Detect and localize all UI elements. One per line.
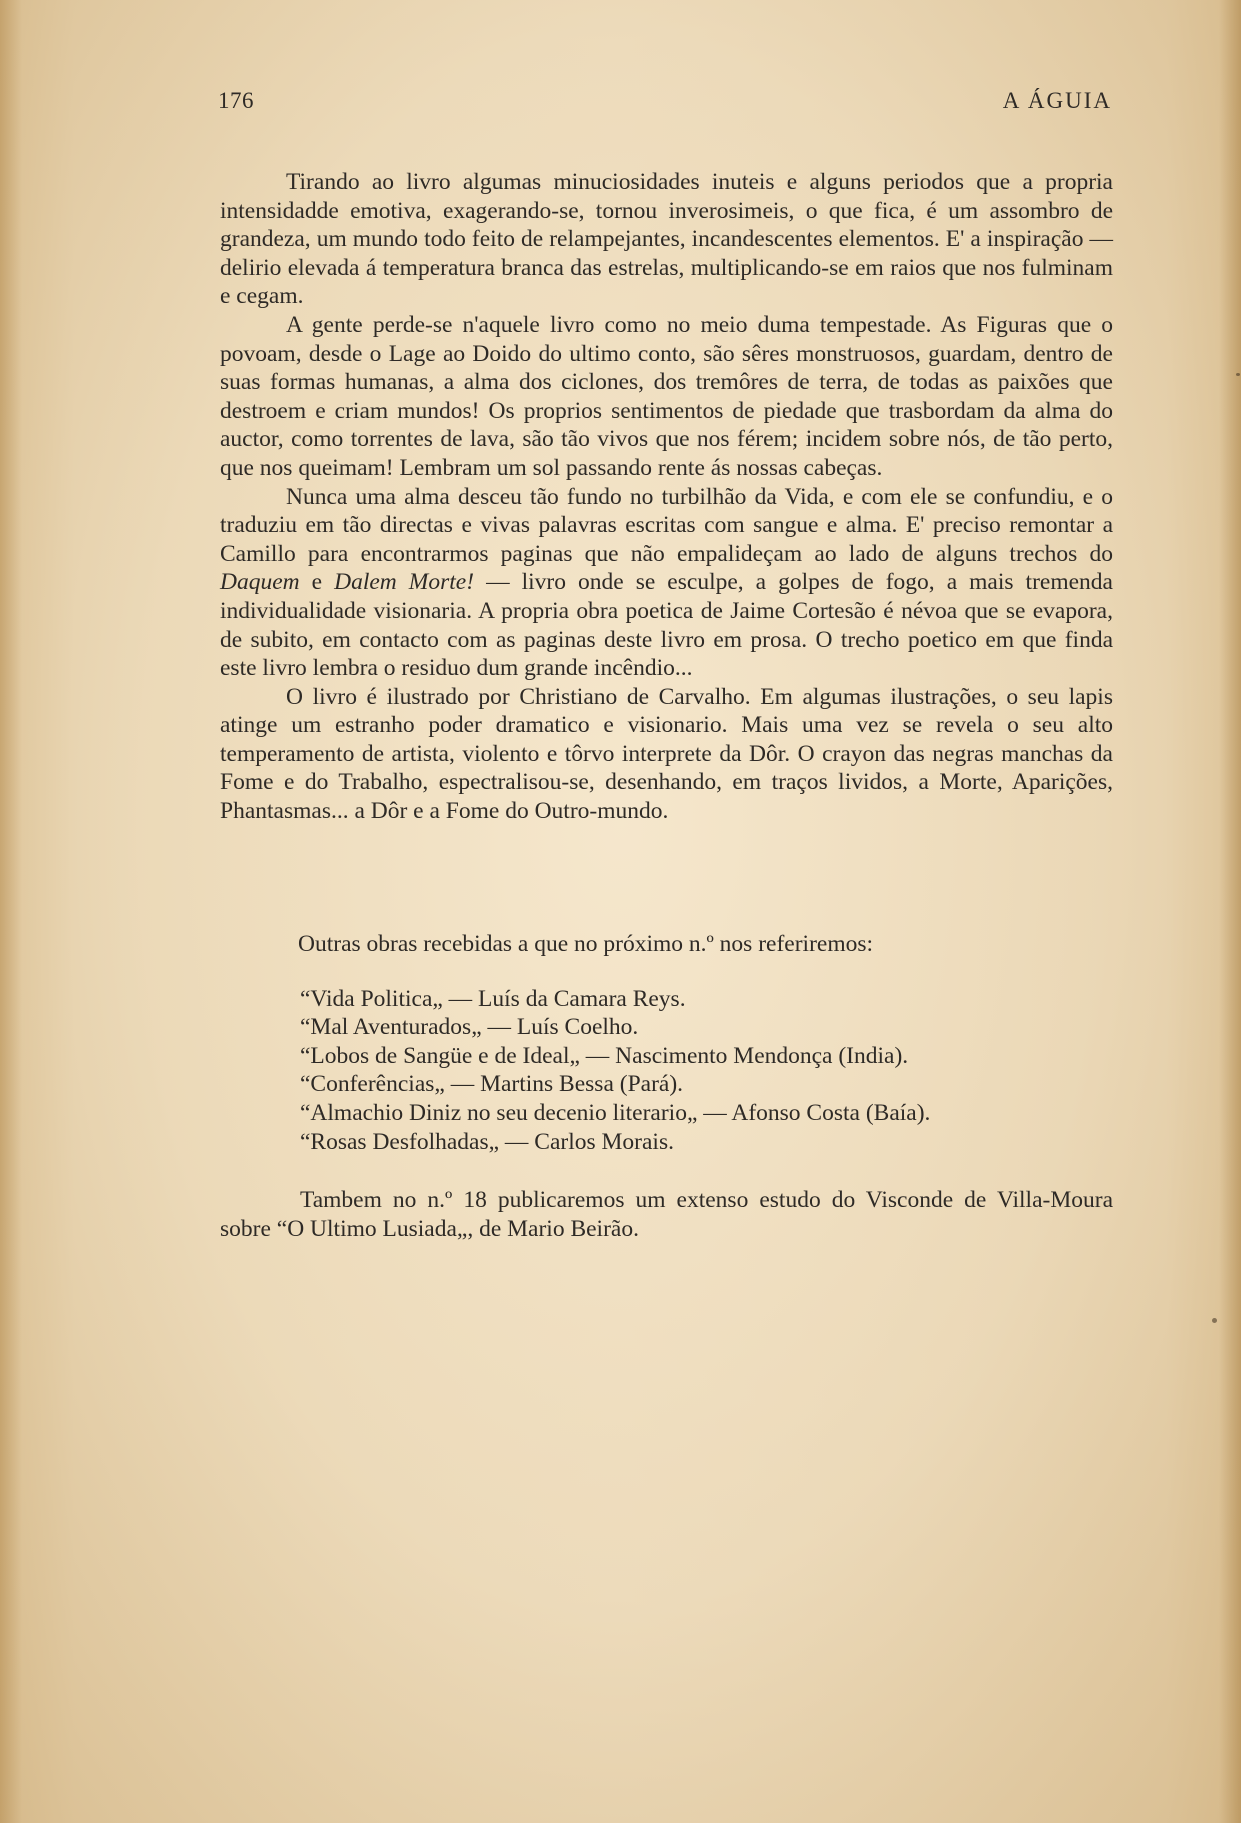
other-works-section <box>220 930 1113 1243</box>
list-item: “Vida Politica„ — Luís da Camara Reys. <box>300 985 686 1012</box>
book-title-dalem-morte: Dalem Morte! <box>334 569 475 596</box>
other-works-intro: Outras obras recebidas a que no próximo n.º nos referiremos: <box>298 931 874 957</box>
closing-note: Tambem no n.º 18 publicaremos um extenso estudo do Visconde de Villa-Moura sobre “O Ultimo Lusiada„, de Mario Beirão. <box>220 1187 1113 1242</box>
list-item: “Mal Aventurados„ — Luís Coelho. <box>300 1014 639 1041</box>
page-edge-shadow-right <box>1219 0 1241 1823</box>
paragraph-3-text-between: e <box>299 569 335 596</box>
page-number: 176 <box>218 88 254 113</box>
review-paragraph-1: Tirando ao livro algumas minuciosidades inuteis e alguns periodos que a propria intensidadde emotiva, exagerando-se, tornou inverosimeis, o que fica, é um assombro de grandeza, um mundo todo feito de relampejantes, incandescentes elementos. E' a inspiração — delirio elevada á temperatura branca das estrelas, multiplicando-se em raios que nos fulminam e cegam. <box>220 169 1113 310</box>
paragraph-3-text-after: — livro onde se esculpe, a golpes de fogo, a mais tremenda individualidade visionaria. A propria obra poetica de Jaime Cortesão é névoa que se evapora, de subito, em contacto com as paginas deste livro em prosa. O trecho poetico em que finda este livro lembra o residuo dum grande incêndio... <box>220 569 1113 682</box>
list-item: “Conferências„ — Martins Bessa (Pará). <box>300 1071 684 1098</box>
list-item: “Lobos de Sangüe e de Ideal„ — Nascimento Mendonça (India). <box>300 1042 909 1069</box>
paragraph-3-text-before: Nunca uma alma desceu tão fundo no turbilhão da Vida, e com ele se confundiu, e o traduziu em tão directas e vivas palavras escritas com sangue e alma. E' preciso remontar a Camillo para encontrarmos paginas que não empalideçam ao lado de alguns trechos do <box>220 483 1113 567</box>
list-item: “Rosas Desfolhadas„ — Carlos Morais. <box>300 1128 674 1155</box>
list-item: “Almachio Diniz no seu decenio literario„ — Afonso Costa (Baía). <box>300 1099 931 1126</box>
review-paragraph-2: A gente perde-se n'aquele livro como no meio duma tempestade. As Figuras que o povoam, desde o Lage ao Doido do ultimo conto, são sêres monstruosos, guardam, dentro de suas formas humanas, a alma dos ciclones, dos tremôres de terra, de todas as paixões que destroem e criam mundos! Os proprios sentimentos de piedade que trasbordam da alma do auctor, como torrentes de lava, são tão vivos que nos férem; incidem sobre nós, de tão perto, que nos queimam! Lembram um sol passando rente ás nossas cabeças. <box>220 311 1113 481</box>
other-works-list <box>220 985 1113 1157</box>
review-text <box>220 168 1113 826</box>
review-paragraph-4: O livro é ilustrado por Christiano de Carvalho. Em algumas ilustrações, o seu lapis atinge um estranho poder dramatico e visionario. Mais uma vez se revela o seu alto temperamento de artista, violento e tôrvo interprete da Dôr. O crayon das negras manchas da Fome e do Trabalho, espectralisou-se, desenhando, em traços lividos, a Morte, Aparições, Phantasmas... a Dôr e a Fome do Outro-mundo. <box>220 683 1113 825</box>
page-edge-shadow-left <box>0 0 22 1823</box>
paper-speck <box>1212 1318 1217 1323</box>
review-paragraph-3 <box>220 483 1113 683</box>
paper-speck <box>1236 373 1240 376</box>
page-header <box>218 88 1112 124</box>
book-title-daquem: Daquem <box>220 569 300 596</box>
running-title: A ÁGUIA <box>1002 88 1112 113</box>
